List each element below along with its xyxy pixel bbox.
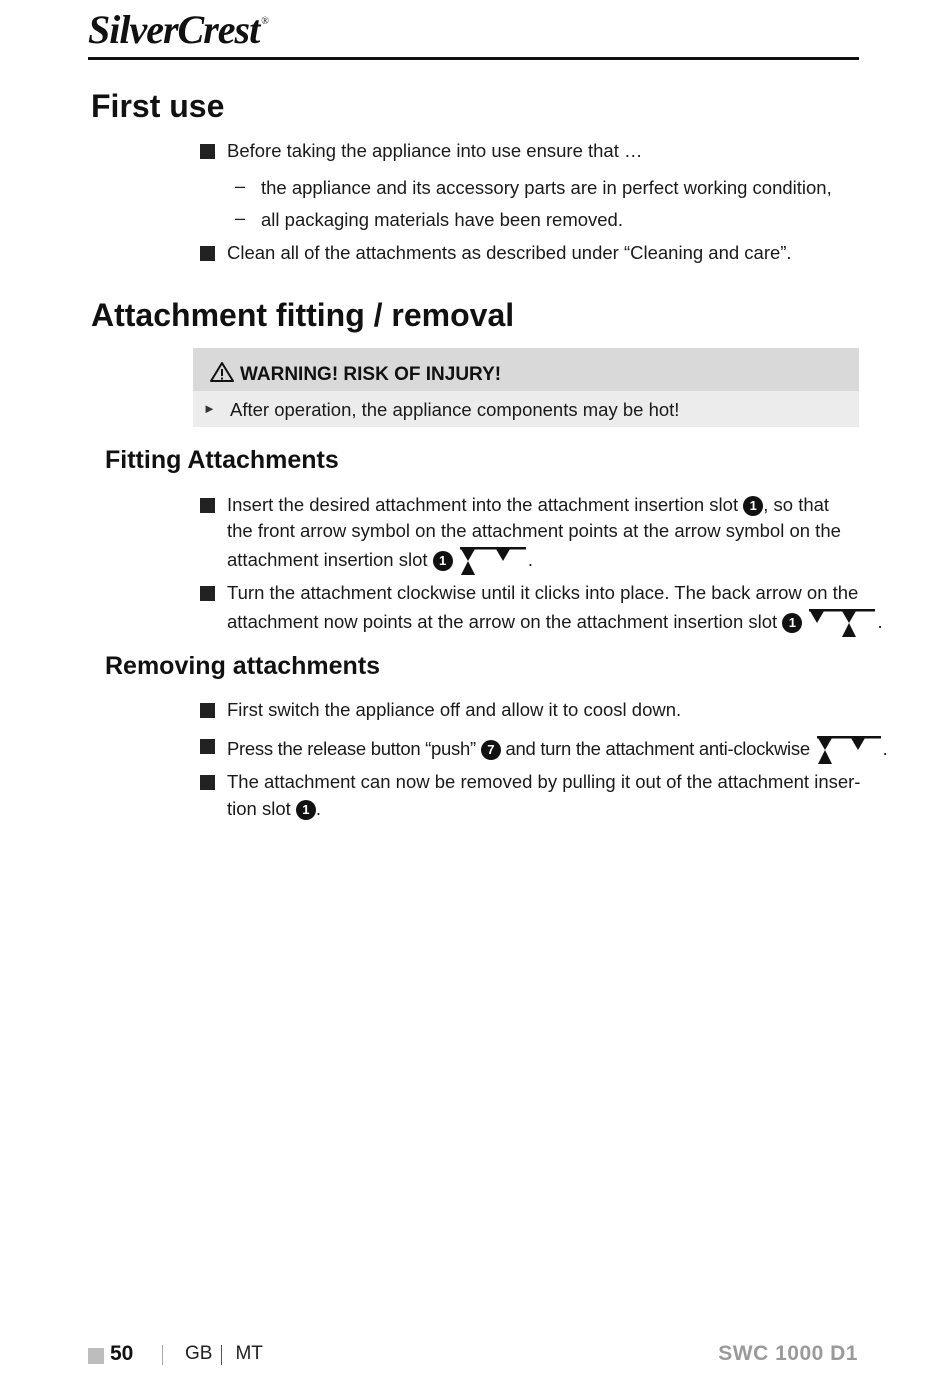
- front-arrow-alignment-icon: [458, 544, 528, 578]
- removing-bullet-2: [227, 733, 888, 767]
- bullet-square: [200, 775, 215, 790]
- bullet-square: [200, 739, 215, 754]
- dash-marker: –: [235, 176, 246, 196]
- ref-number-badge: 1: [296, 800, 316, 820]
- ref-number-badge: 7: [481, 740, 501, 760]
- header-rule: [88, 57, 859, 60]
- bullet-square: [200, 144, 215, 159]
- model-number: SWC 1000 D1: [718, 1342, 858, 1365]
- period: .: [527, 548, 533, 570]
- brand-logo: [88, 6, 268, 53]
- first-use-sub-2: all packaging materials have been removed.: [261, 209, 623, 230]
- ref-number-badge: 1: [743, 496, 763, 516]
- warning-title-text: WARNING! RISK OF INJURY!: [240, 364, 502, 385]
- removing-bullet-1: First switch the appliance off and allow it to coosl down.: [227, 699, 682, 720]
- registered-mark: ®: [261, 16, 268, 27]
- bullet-square: [200, 586, 215, 601]
- bullet-square: [200, 703, 215, 718]
- first-use-sub-1: the appliance and its accessory parts are in perfect working condition,: [261, 177, 832, 198]
- footer-languages: [185, 1343, 263, 1365]
- bullet-square: [200, 498, 215, 513]
- ref-number-badge: 1: [782, 613, 802, 633]
- section-title-first-use: First use: [91, 88, 225, 124]
- period: .: [882, 737, 888, 759]
- fitting-bullet-1-line-3: [227, 544, 533, 578]
- subsection-title-fitting: Fitting Attachments: [105, 446, 339, 474]
- ref-number-badge: 1: [433, 551, 453, 571]
- fitting-bullet-1-line-1: [227, 492, 829, 518]
- warning-text: After operation, the appliance components may be hot!: [230, 399, 680, 420]
- fitting-bullet-1-line-2: the front arrow symbol on the attachment points at the arrow symbol on the: [227, 520, 841, 541]
- footer-square: [88, 1348, 104, 1364]
- removing-text: tion slot: [227, 798, 291, 819]
- fitting-text: attachment insertion slot: [227, 548, 428, 570]
- anticlockwise-arrow-alignment-icon: [815, 733, 883, 767]
- period: .: [877, 610, 883, 632]
- subsection-title-removing: Removing attachments: [105, 652, 381, 680]
- warning-title: [209, 361, 501, 386]
- removing-bullet-3-line-1: The attachment can now be removed by pulling it out of the attachment inser-: [227, 771, 861, 792]
- fitting-text: , so that: [763, 494, 830, 515]
- page-number: 50: [110, 1342, 134, 1365]
- bullet-square: [200, 246, 215, 261]
- footer-divider: [162, 1345, 163, 1365]
- dash-marker: –: [235, 208, 246, 228]
- language-gb: GB: [185, 1343, 213, 1364]
- back-arrow-alignment-icon: [807, 606, 877, 640]
- first-use-bullet-1: Before taking the appliance into use ensure that …: [227, 140, 643, 161]
- removing-text: Press the release button “push”: [227, 737, 476, 759]
- removing-bullet-3-line-2: [227, 796, 321, 822]
- fitting-text: attachment now points at the arrow on the attachment insertion slot: [227, 610, 778, 632]
- removing-text: and turn the attachment anti-clockwise: [505, 737, 810, 759]
- fitting-bullet-2-line-1: Turn the attachment clockwise until it clicks into place. The back arrow on the: [227, 582, 859, 603]
- fitting-text: Insert the desired attachment into the attachment insertion slot: [227, 494, 739, 515]
- fitting-bullet-2-line-2: [227, 606, 883, 640]
- footer-divider: [221, 1345, 222, 1365]
- warning-triangle-icon: [209, 361, 235, 383]
- warning-arrow-icon: ►: [203, 401, 216, 416]
- brand-name: SilverCrest: [88, 7, 260, 52]
- period: .: [315, 798, 322, 819]
- section-title-attachment: Attachment fitting / removal: [91, 297, 515, 333]
- language-mt: MT: [235, 1343, 263, 1364]
- first-use-bullet-2: Clean all of the attachments as described under “Cleaning and care”.: [227, 242, 792, 263]
